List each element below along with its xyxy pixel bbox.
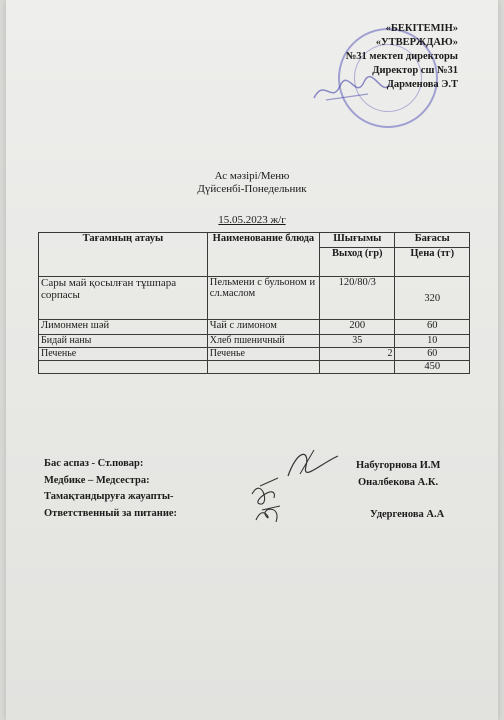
row-name-kz: Бидай наны	[39, 335, 208, 348]
menu-title: Ас мәзірі/Меню	[214, 170, 290, 182]
handwritten-signatures-icon	[248, 446, 348, 526]
chef-name: Набугорнова И.М	[356, 460, 441, 471]
nurse-label: Медбике – Медсестра:	[44, 474, 150, 486]
row-name-kz: Печенье	[39, 348, 208, 361]
row-yield: 35	[320, 335, 395, 348]
table-row	[39, 348, 470, 361]
row-name-ru: Пельмени с бульоном и сл.маслом	[207, 277, 319, 320]
table-header-row	[39, 233, 470, 248]
nurse-name: Оналбекова А.К.	[358, 477, 439, 488]
table-row	[39, 320, 470, 335]
approval-line-kz: «БЕКІТЕМІН»	[385, 23, 458, 34]
row-name-kz: Лимонмен шәй	[39, 320, 208, 335]
table-row	[39, 335, 470, 348]
signature-labels	[44, 456, 177, 522]
responsible-name: Удергенова А.А	[370, 509, 445, 520]
table-row	[39, 277, 470, 320]
row-price: 60	[395, 320, 470, 335]
header-price-kz: Бағасы	[395, 233, 470, 248]
responsible-label-kz: Тамақтандыруға жауапты-	[44, 491, 174, 502]
responsible-label-ru: Ответственный за питание:	[44, 507, 178, 519]
total-empty-cell	[207, 361, 319, 374]
row-price: 60	[395, 348, 470, 361]
menu-table	[38, 232, 470, 374]
row-name-ru: Печенье	[207, 348, 319, 361]
row-price: 320	[395, 277, 470, 320]
row-price: 10	[395, 335, 470, 348]
row-name-ru: Хлеб пшеничный	[207, 335, 319, 348]
header-yield-kz: Шығымы	[320, 233, 395, 248]
row-yield: 200	[320, 320, 395, 335]
chef-label: Бас аспаз - Ст.повар:	[44, 458, 144, 469]
row-name-ru: Чай с лимоном	[207, 320, 319, 335]
header-name-kz: Тағамның атауы	[39, 233, 208, 277]
row-yield: 120/80/3	[320, 277, 395, 320]
header-yield-ru: Выход (гр)	[320, 248, 395, 277]
total-empty-cell	[320, 361, 395, 374]
total-empty-cell	[39, 361, 208, 374]
approval-line-ru: «УТВЕРЖДАЮ»	[375, 37, 458, 48]
approval-director-name: Дарменова Э.Т	[386, 79, 458, 90]
row-name-kz: Сары май қосылған тұшпара сорпасы	[39, 277, 208, 320]
approval-school-kz: №31 мектеп директоры	[345, 51, 458, 62]
header-name-ru: Наименование блюда	[207, 233, 319, 277]
menu-day: Дүйсенбі-Понедельник	[197, 183, 307, 195]
menu-date: 15.05.2023 ж/г	[218, 214, 286, 226]
approval-block	[258, 22, 458, 92]
header-price-ru: Цена (тг)	[395, 248, 470, 277]
table-total-row	[39, 361, 470, 374]
row-yield: 2	[320, 348, 395, 361]
total-price: 450	[395, 361, 470, 374]
approval-school-ru: Директор сш №31	[372, 65, 458, 76]
